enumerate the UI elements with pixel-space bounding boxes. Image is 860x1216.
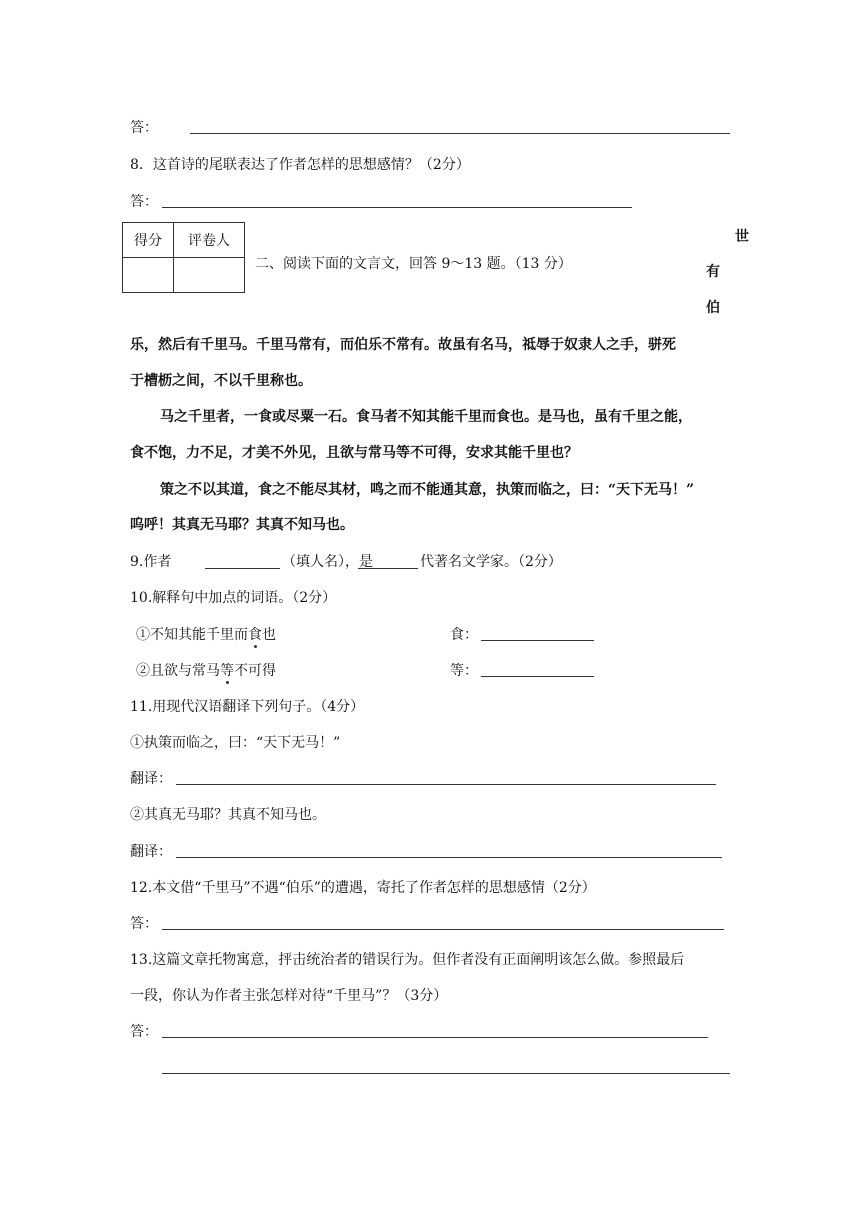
grader-cell[interactable] xyxy=(174,258,245,293)
score-cell[interactable] xyxy=(123,258,174,293)
answer-label: 答： xyxy=(130,916,158,932)
author-blank[interactable] xyxy=(205,568,280,569)
answer-blank[interactable] xyxy=(162,1037,708,1038)
passage-line: 乐，然后有千里马。千里马常有，而伯乐不常有。故虽有名马，祗辱于奴隶人之手，骈死 xyxy=(130,337,676,353)
passage-line: 食不饱，力不足，才美不外见，且欲与常马等不可得，安求其能千里也？ xyxy=(130,445,578,461)
q10-item-2-label: 等： xyxy=(450,663,478,679)
question-13-line-2: 一段，你认为作者主张怎样对待“千里马”？（3分） xyxy=(130,988,448,1004)
q10-item-1: ①不知其能千里而食也 xyxy=(136,627,276,643)
passage-line: 马之千里者，一食或尽粟一石。食马者不知其能千里而食也。是马也，虽有千里之能， xyxy=(160,409,692,425)
answer-blank[interactable] xyxy=(190,133,730,134)
dotted-word: 等 xyxy=(220,663,234,679)
translation-blank-1[interactable] xyxy=(176,784,716,785)
question-8: 8．这首诗的尾联表达了作者怎样的思想感情？（2分） xyxy=(130,157,470,173)
q10-item-2: ②且欲与常马等不可得 xyxy=(136,663,276,679)
answer-label: 答： xyxy=(130,120,158,136)
q11-sentence-2: ②其真无马耶？其真不知马也。 xyxy=(130,807,326,823)
score-table xyxy=(122,222,245,293)
question-11: 11.用现代汉语翻译下列句子。（4分） xyxy=(130,699,365,715)
answer-blank[interactable] xyxy=(162,929,724,930)
answer-label: 答： xyxy=(130,1024,158,1040)
translation-blank-2[interactable] xyxy=(176,857,722,858)
question-9-part-c: 代著名文学家。（2分） xyxy=(420,554,562,570)
section-2-title: 二、阅读下面的文言文，回答 9～13 题。（13 分） xyxy=(255,256,572,272)
vertical-char-3: 伯 xyxy=(706,300,720,316)
q10-item-1-blank[interactable] xyxy=(481,640,594,641)
grader-header: 评卷人 xyxy=(174,223,245,258)
question-9-part-a: 9.作者 xyxy=(130,554,172,570)
answer-blank[interactable] xyxy=(162,207,632,208)
score-header: 得分 xyxy=(123,223,174,258)
translate-label: 翻译： xyxy=(130,771,172,787)
q11-sentence-1: ①执策而临之，曰：“天下无马！” xyxy=(130,735,341,751)
vertical-char-2: 有 xyxy=(706,264,720,280)
question-13-line-1: 13.这篇文章托物寓意，抨击统治者的错误行为。但作者没有正面阐明该怎么做。参照最后 xyxy=(130,952,685,968)
question-10: 10.解释句中加点的词语。（2分） xyxy=(130,590,337,606)
translate-label: 翻译： xyxy=(130,844,172,860)
q10-item-1-label: 食： xyxy=(450,627,478,643)
q10-item-2-blank[interactable] xyxy=(481,676,594,677)
vertical-char-1: 世 xyxy=(735,229,749,245)
dotted-word: 食 xyxy=(248,627,262,643)
passage-line: 于槽枥之间，不以千里称也。 xyxy=(130,373,312,389)
passage-line: 策之不以其道，食之不能尽其材，鸣之而不能通其意，执策而临之，曰：“天下无马！” xyxy=(160,482,695,498)
dynasty-blank[interactable] xyxy=(358,568,418,569)
answer-label: 答： xyxy=(130,194,158,210)
question-12: 12.本文借“千里马”不遇“伯乐”的遭遇，寄托了作者怎样的思想感情（2分） xyxy=(130,880,596,896)
question-9-part-b: （填人名），是 xyxy=(282,554,373,570)
passage-line: 呜呼！其真无马耶？其真不知马也。 xyxy=(130,517,354,533)
answer-blank[interactable] xyxy=(162,1073,730,1074)
